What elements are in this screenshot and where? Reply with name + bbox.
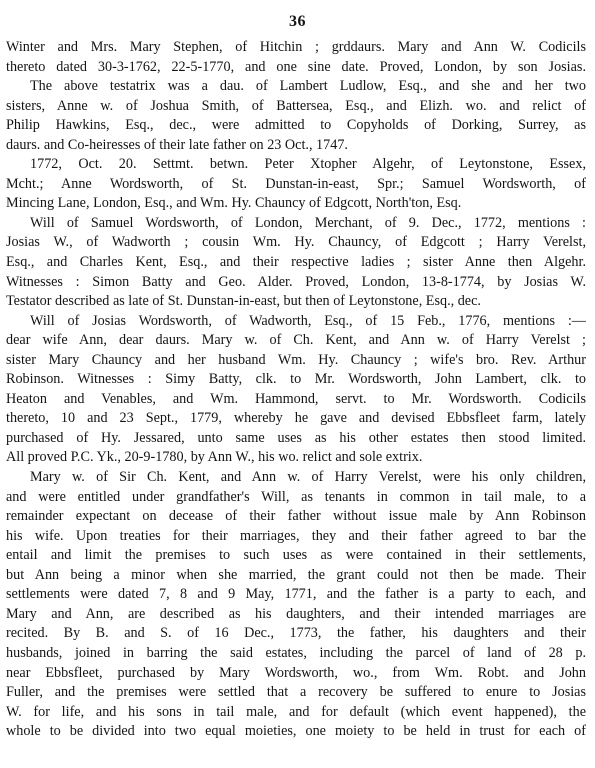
text-line: entail and limit the premises to such uses as were contained in their settlements, <box>6 547 586 564</box>
text-line: Mary w. of Sir Ch. Kent, and Ann w. of Harry Verelst, were his only children, <box>30 469 586 486</box>
text-line: Fuller, and the premises were settled that a recovery be suffered to enure to Josias <box>6 684 586 701</box>
text-line: Testator described as late of St. Dunstan-in-east, but then of Leytonstone, Esq., dec. <box>6 293 481 310</box>
text-line: Mincing Lane, London, Esq., and Wm. Hy. Chauncy of Edgcott, North'ton, Esq. <box>6 195 462 212</box>
text-line: and were entitled under grandfather's Will, as tenants in common in tail male, to a <box>6 488 586 505</box>
text-line: sister Mary Chauncy and her husband Wm. Hy. Chauncy ; wife's bro. Rev. Arthur <box>6 351 586 368</box>
text-line: Will of Samuel Wordsworth, of London, Merchant, of 9. Dec., 1772, mentions : <box>30 214 586 231</box>
text-line: but Ann being a minor when she married, the grant could not then be made. Their <box>6 566 586 583</box>
text-line: W. for life, and his sons in tail male, and for default (which event happened), the <box>6 703 586 720</box>
text-line: Heaton and Venables, and Wm. Hammond, servt. to Mr. Wordsworth. Codicils <box>6 390 586 407</box>
text-line: daurs. and Co-heiresses of their late father on 23 Oct., 1747. <box>6 136 348 153</box>
text-line: dear wife Ann, dear daurs. Mary w. of Ch. Kent, and Ann w. of Harry Verelst ; <box>6 332 586 349</box>
text-line: husbands, joined in barring the said estates, including the parcel of land of 28 p. <box>6 644 586 661</box>
text-line: settlements were dated 7, 8 and 9 May, 1771, and the father is a party to each, and <box>6 586 586 603</box>
text-line: Mary and Ann, are described as his daughters, and their intended marriages are <box>6 605 586 622</box>
text-line: remainder expectant on decease of their father without issue male by Ann Robinson <box>6 508 586 525</box>
text-line: The above testatrix was a dau. of Lambert Ludlow, Esq., and she and her two <box>30 78 586 95</box>
text-line: near Ebbsfleet, purchased by Mary Wordsworth, wo., from Wm. Robt. and John <box>6 664 586 681</box>
text-line: whole to be divided into two equal moieties, one moiety to be held in trust for each of <box>6 723 586 740</box>
text-line: 1772, Oct. 20. Settmt. betwn. Peter Xtopher Algehr, of Leytonstone, Essex, <box>30 156 586 173</box>
text-line: Will of Josias Wordsworth, of Wadworth, Esq., of 15 Feb., 1776, mentions :— <box>30 312 586 329</box>
text-line: Mcht.; Anne Wordsworth, of St. Dunstan-in-east, Spr.; Samuel Wordsworth, of <box>6 175 586 192</box>
text-line: Josias W., of Wadworth ; cousin Wm. Hy. Chauncy, of Edgcott ; Harry Verelst, <box>6 234 586 251</box>
text-line: Robinson. Witnesses : Simy Batty, clk. to Mr. Wordsworth, John Lambert, clk. to <box>6 371 586 388</box>
text-line: thereto, 10 and 23 Sept., 1779, whereby he gave and devised Ebbsfleet farm, lately <box>6 410 586 427</box>
text-line: Esq., and Charles Kent, Esq., and their respective ladies ; sister Anne then Algehr. <box>6 254 586 271</box>
page-number: 36 <box>289 13 306 30</box>
text-line: sisters, Anne w. of Joshua Smith, of Battersea, Esq., and Elizh. wo. and relict of <box>6 97 586 114</box>
text-line: thereto dated 30-3-1762, 22-5-1770, and one sine date. Proved, London, by son Josias. <box>6 58 586 75</box>
text-line: Philip Hawkins, Esq., dec., were admitted to Copyholds of Dorking, Surrey, as <box>6 117 586 134</box>
text-line: recited. By B. and S. of 16 Dec., 1773, the father, his daughters and their <box>6 625 586 642</box>
text-line: Witnesses : Simon Batty and Geo. Alder. Proved, London, 13-8-1774, by Josias W. <box>6 273 586 290</box>
text-line: Winter and Mrs. Mary Stephen, of Hitchin ; grddaurs. Mary and Ann W. Codicils <box>6 39 586 55</box>
text-line: All proved P.C. Yk., 20-9-1780, by Ann W., his wo. relict and sole extrix. <box>6 449 423 466</box>
text-line: his wife. Upon treaties for their marriages, they and their father agreed to bar the <box>6 527 586 544</box>
body-text <box>6 38 586 742</box>
text-line: purchased of Hy. Jessared, unto same uses as his other estates then stood limited. <box>6 429 586 446</box>
